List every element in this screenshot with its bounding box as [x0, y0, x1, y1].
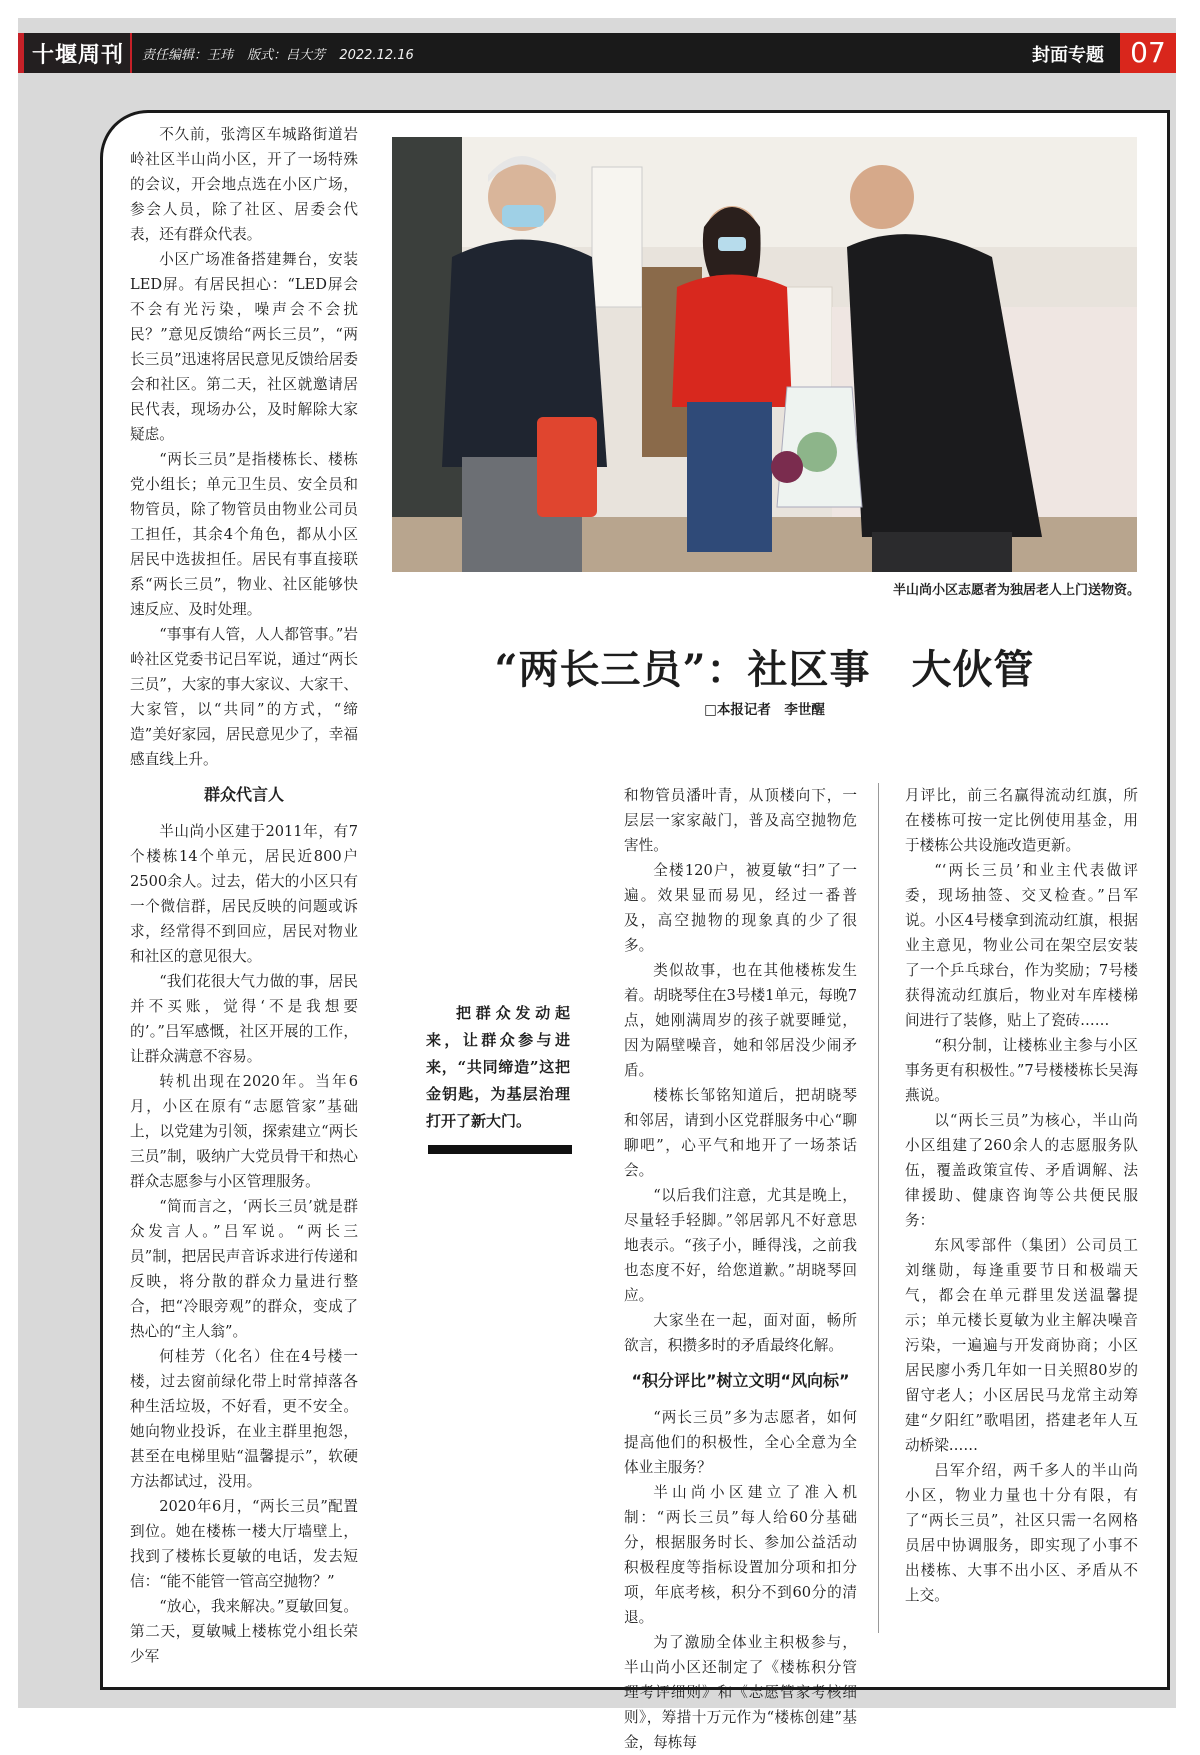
pull-quote-bar	[428, 1145, 572, 1154]
issue-date: 2022.12.16	[339, 48, 414, 63]
paragraph: “两长三员”多为志愿者，如何提高他们的积极性，全心全意为全体业主服务？	[624, 1409, 857, 1476]
paragraph: 为了激励全体业主积极参与，半山尚小区还制定了《楼栋积分管理考评细则》和《志愿管家考核细则》，筹措十万元作为“楼栋创建”基金，每栋每	[624, 1634, 857, 1751]
paragraph: “事事有人管，人人都管事。”岩岭社区党委书记吕军说，通过“两长三员”，大家的事大家议、大家干、大家管，以“共同”的方式，“缔造”美好家园，居民意见少了，幸福感直线上升。	[130, 626, 358, 768]
paragraph: “放心，我来解决。”夏敏回复。第二天，夏敏喊上楼栋党小组长荣少军	[130, 1598, 358, 1665]
paragraph: 以“两长三员”为核心，半山尚小区组建了260余人的志愿服务队伍，覆盖政策宣传、矛盾调解、法律援助、健康咨询等公共便民服务：	[905, 1112, 1138, 1229]
paragraph: 转机出现在2020年。当年6月，小区在原有“志愿管家”基础上，以党建为引领，探索建立“两长三员”制，吸纳广大党员骨干和热心群众志愿参与小区管理服务。	[130, 1073, 358, 1190]
column-1	[130, 122, 358, 1669]
news-photo	[392, 137, 1137, 572]
paragraph: 东风零部件（集团）公司员工刘继勋，每逢重要节日和极端天气，都会在单元群里发送温馨提示；单元楼长夏敏为业主解决噪音污染，一遍遍与开发商协商；小区居民廖小秀几年如一日关照80岁的留守老人；小区居民马龙常主动筹建“夕阳红”歌唱团，搭建老年人互动桥梁……	[905, 1237, 1138, 1454]
paragraph: 半山尚小区建于2011年，有7个楼栋14个单元，居民近800户2500余人。过去，偌大的小区只有一个微信群，居民反映的问题或诉求，经常得不到回应，居民对物业和社区的意见很大。	[130, 823, 358, 965]
column-4	[905, 783, 1138, 1608]
section-heading-1: 群众代言人	[203, 785, 284, 804]
column-divider	[878, 783, 879, 1633]
paragraph: 大家坐在一起，面对面，畅所欲言，积攒多时的矛盾最终化解。	[624, 1312, 857, 1354]
paragraph: “两长三员”是指楼栋长、楼栋党小组长；单元卫生员、安全员和物管员，除了物管员由物业公司员工担任，其余4个角色，都从小区居民中选拔担任。居民有事直接联系“两长三员”，物业、社区能够快速反应、及时处理。	[130, 451, 358, 618]
paragraph: 类似故事，也在其他楼栋发生着。胡晓琴住在3号楼1单元，每晚7点，她刚满周岁的孩子就要睡觉，因为隔壁噪音，她和邻居没少闹矛盾。	[624, 962, 857, 1079]
section-label: 封面专题	[1032, 45, 1104, 66]
photo-caption: 半山尚小区志愿者为独居老人上门送物资。	[892, 583, 1140, 598]
paragraph: 2020年6月，“两长三员”配置到位。她在楼栋一楼大厅墙壁上，找到了楼栋长夏敏的电话，发去短信：“能不能管一管高空抛物？”	[130, 1498, 358, 1590]
paragraph: “‘两长三员’和业主代表做评委，现场抽签、交叉检查。”吕军说。小区4号楼拿到流动红旗，根据业主意见，物业公司在架空层安装了一个乒乓球台，作为奖励；7号楼获得流动红旗后，物业对车库楼梯间进行了装修，贴上了瓷砖……	[905, 862, 1138, 1029]
paragraph: “积分制，让楼栋业主参与小区事务更有积极性。”7号楼楼栋长吴海燕说。	[905, 1037, 1138, 1104]
paragraph: 吕军介绍，两千多人的半山尚小区，物业力量也十分有限，有了“两长三员”，社区只需一名网格员居中协调服务，即实现了小事不出楼栋、大事不出小区、矛盾从不上交。	[905, 1462, 1138, 1604]
paragraph: 楼栋长邹铭知道后，把胡晓琴和邻居，请到小区党群服务中心“聊聊吧”，心平气和地开了一场茶话会。	[624, 1087, 857, 1179]
column-3	[624, 783, 857, 1755]
article-title: “两长三员”：社区事 大伙管	[494, 646, 1035, 693]
paragraph: 和物管员潘叶青，从顶楼向下，一层层一家家敲门，普及高空抛物危害性。	[624, 787, 857, 854]
paragraph: 小区广场准备搭建舞台，安装LED屏。有居民担心：“LED屏会不会有光污染，噪声会不会扰民？”意见反馈给“两长三员”，“两长三员”迅速将居民意见反馈给居委会和社区。第二天，社区就邀请居民代表，现场办公，及时解除大家疑虑。	[130, 251, 358, 443]
layout-credit: 版式：吕大芳	[247, 48, 326, 63]
paragraph: “简而言之，‘两长三员’就是群众发言人。”吕军说。“两长三员”制，把居民声音诉求进行传递和反映，将分散的群众力量进行整合，把“冷眼旁观”的群众，变成了热心的“主人翁”。	[130, 1198, 358, 1340]
page-header	[18, 33, 1176, 73]
volunteer-delivery-photo	[392, 137, 1137, 572]
editor-credit: 责任编辑：王玮	[142, 48, 234, 63]
paragraph: 全楼120户，被夏敏“扫”了一遍。效果显而易见，经过一番普及，高空抛物的现象真的少了很多。	[624, 862, 857, 954]
section-heading-2: “积分评比”树立文明“风向标”	[631, 1371, 850, 1390]
masthead-title: 十堰周刊	[32, 42, 125, 68]
paragraph: 半山尚小区建立了准入机制：“两长三员”每人给60分基础分，根据服务时长、参加公益活动积极程度等指标设置加分项和扣分项，年底考核，积分不到60分的清退。	[624, 1484, 857, 1626]
header-credits	[142, 44, 424, 63]
paragraph: 不久前，张湾区车城路街道岩岭社区半山尚小区，开了一场特殊的会议，开会地点选在小区广场，参会人员，除了社区、居委会代表，还有群众代表。	[130, 126, 358, 243]
paragraph: “我们花很大气力做的事，居民并不买账，觉得‘不是我想要的’。”吕军感慨，社区开展的工作，让群众满意不容易。	[130, 973, 358, 1065]
paragraph: 月评比，前三名赢得流动红旗，所在楼栋可按一定比例使用基金，用于楼栋公共设施改造更新。	[905, 787, 1138, 854]
paragraph: “以后我们注意，尤其是晚上，尽量轻手轻脚。”邻居郭凡不好意思地表示。“孩子小，睡得浅，之前我也态度不好，给您道歉。”胡晓琴回应。	[624, 1187, 857, 1304]
masthead-accent-bar	[18, 33, 24, 73]
paragraph: 何桂芳（化名）住在4号楼一楼，过去窗前绿化带上时常掉落各种生活垃圾，不好看，更不安全。她向物业投诉，在业主群里抱怨，甚至在电梯里贴“温馨提示”，软硬方法都试过，没用。	[130, 1348, 358, 1490]
masthead	[18, 33, 132, 73]
page-number: 07	[1120, 33, 1176, 73]
pull-quote: 把群众发动起来，让群众参与进来，“共同缔造”这把金钥匙，为基层治理打开了新大门。	[426, 1004, 570, 1130]
article-byline: □本报记者 李世醒	[704, 702, 825, 718]
